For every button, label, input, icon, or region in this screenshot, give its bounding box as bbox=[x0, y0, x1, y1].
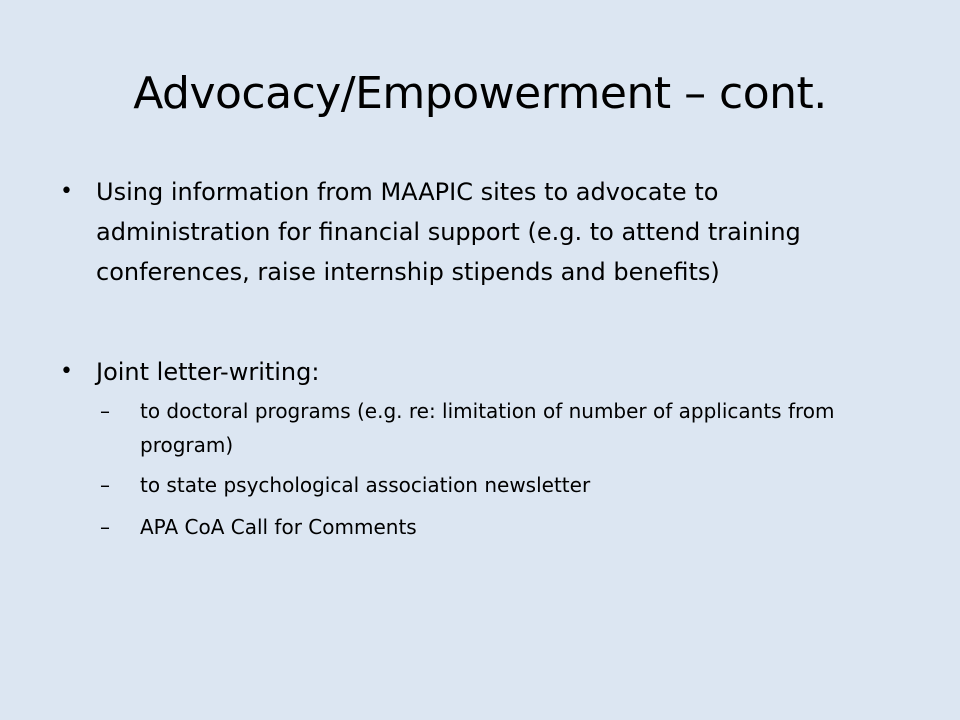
sub-bullet-item bbox=[60, 468, 880, 502]
sub-bullet-marker: – bbox=[100, 515, 110, 539]
sub-bullet-marker: – bbox=[100, 473, 110, 497]
sub-bullet-text: to state psychological association newsletter bbox=[140, 473, 591, 497]
bullet-item bbox=[60, 352, 880, 392]
bullet-item bbox=[60, 172, 880, 292]
slide-title: Advocacy/Empowerment – cont. bbox=[133, 68, 827, 119]
bullet-marker: • bbox=[60, 359, 73, 384]
bullet-text: Joint letter-writing: bbox=[96, 358, 320, 386]
sub-bullet-marker: – bbox=[100, 399, 110, 423]
sub-bullet-text: to doctoral programs (e.g. re: limitation of number of applicants from program) bbox=[140, 399, 835, 457]
bullet-marker: • bbox=[60, 179, 73, 204]
sub-bullet-item bbox=[60, 394, 880, 462]
slide-body bbox=[60, 172, 880, 544]
sub-bullet-text: APA CoA Call for Comments bbox=[140, 515, 417, 539]
bullet-text: Using information from MAAPIC sites to advocate to administration for financial support (e.g. to attend training conferences, raise internship stipends and benefits) bbox=[96, 178, 801, 286]
sub-bullet-item bbox=[60, 510, 880, 544]
